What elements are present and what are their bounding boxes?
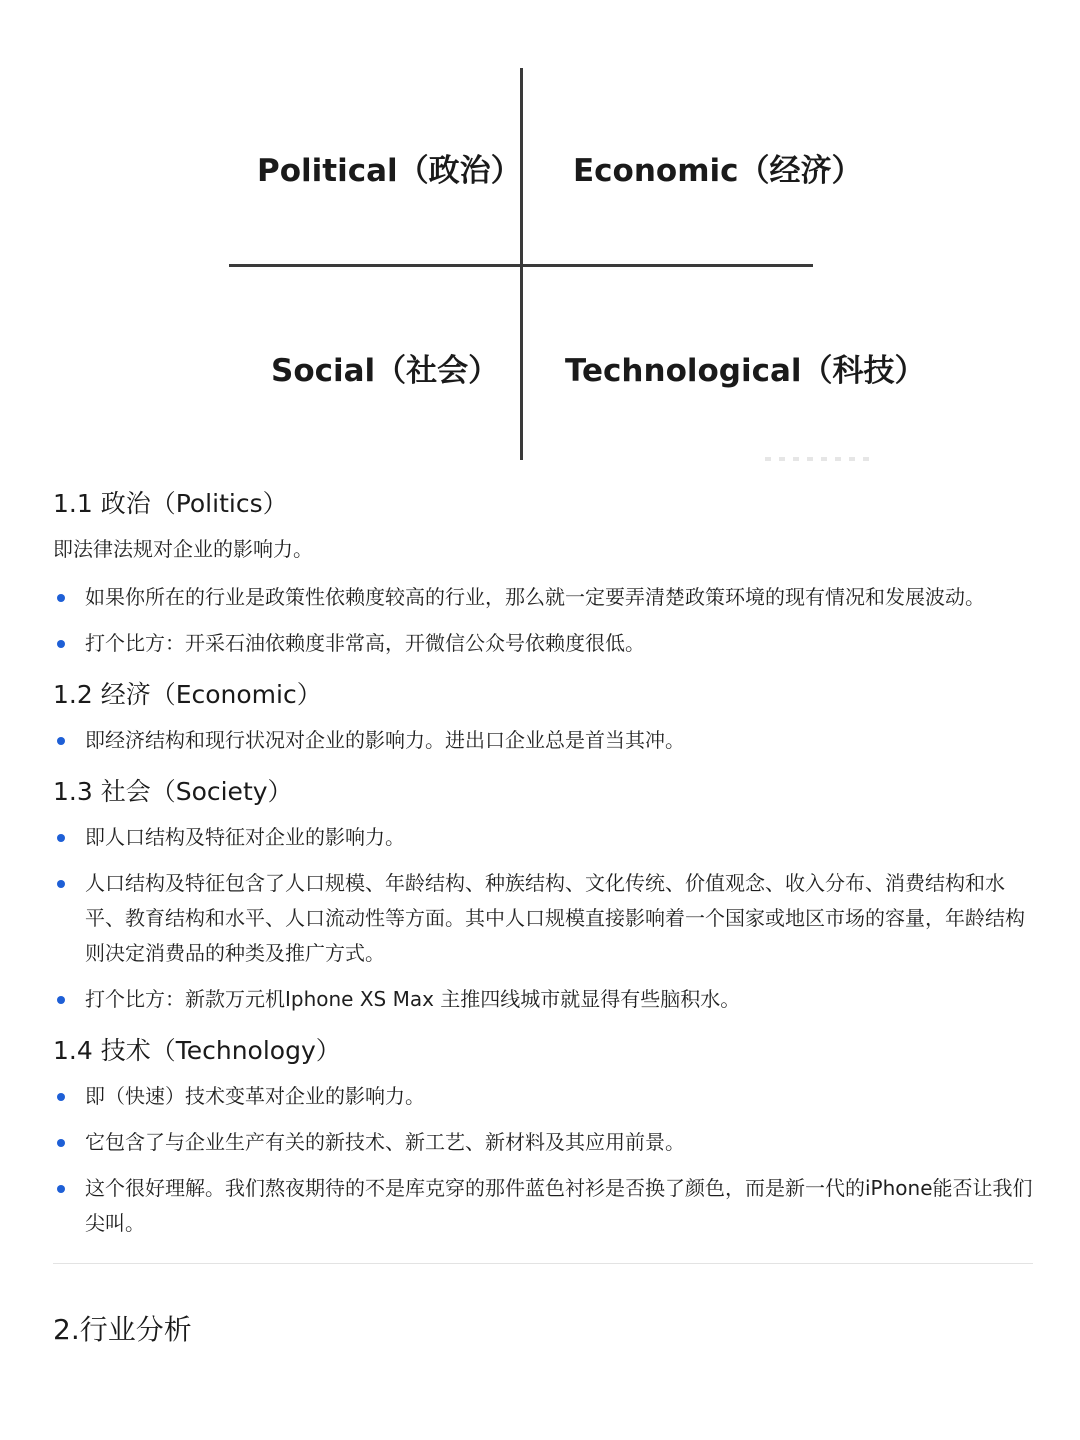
quadrant-political: Political（政治） — [257, 153, 522, 189]
list-item: 它包含了与企业生产有关的新技术、新工艺、新材料及其应用前景。 — [53, 1125, 1033, 1160]
section-title: 1.3 社会（Society） — [53, 777, 293, 806]
section-economic — [53, 675, 1033, 758]
bullet-list — [53, 580, 1033, 661]
list-item: 这个很好理解。我们熬夜期待的不是库克穿的那件蓝色衬衫是否换了颜色，而是新一代的iPhone能否让我们尖叫。 — [53, 1171, 1033, 1241]
quadrant-technological: Technological（科技） — [565, 353, 926, 389]
bullet-list — [53, 820, 1033, 1017]
section-society — [53, 772, 1033, 1017]
pest-quadrant-diagram — [0, 0, 1080, 470]
list-item: 即（快速）技术变革对企业的影响力。 — [53, 1079, 1033, 1114]
list-item: 即经济结构和现行状况对企业的影响力。进出口企业总是首当其冲。 — [53, 723, 1033, 758]
list-item: 如果你所在的行业是政策性依赖度较高的行业，那么就一定要弄清楚政策环境的现有情况和发展波动。 — [53, 580, 1033, 615]
horizontal-axis-line — [229, 264, 813, 267]
quadrant-economic: Economic（经济） — [573, 153, 863, 189]
list-item: 打个比方：开采石油依赖度非常高，开微信公众号依赖度很低。 — [53, 626, 1033, 661]
bullet-list — [53, 1079, 1033, 1241]
bullet-list — [53, 723, 1033, 758]
list-item: 即人口结构及特征对企业的影响力。 — [53, 820, 1033, 855]
section-divider — [53, 1263, 1033, 1264]
section-technology — [53, 1031, 1033, 1241]
section-politics — [53, 484, 1033, 661]
faint-watermark-mark — [765, 457, 870, 461]
list-item: 打个比方：新款万元机Iphone XS Max 主推四线城市就显得有些脑积水。 — [53, 982, 1033, 1017]
next-section-heading: 2.行业分析 — [53, 1313, 192, 1346]
section-title: 1.2 经济（Economic） — [53, 680, 322, 709]
quadrant-social: Social（社会） — [271, 353, 500, 389]
article-body — [53, 484, 1033, 1348]
section-title: 1.1 政治（Politics） — [53, 489, 288, 518]
section-intro: 即法律法规对企业的影响力。 — [53, 537, 313, 561]
list-item: 人口结构及特征包含了人口规模、年龄结构、种族结构、文化传统、价值观念、收入分布、消费结构和水平、教育结构和水平、人口流动性等方面。其中人口规模直接影响着一个国家或地区市场的容量，年龄结构则决定消费品的种类及推广方式。 — [53, 866, 1033, 971]
section-title: 1.4 技术（Technology） — [53, 1036, 341, 1065]
